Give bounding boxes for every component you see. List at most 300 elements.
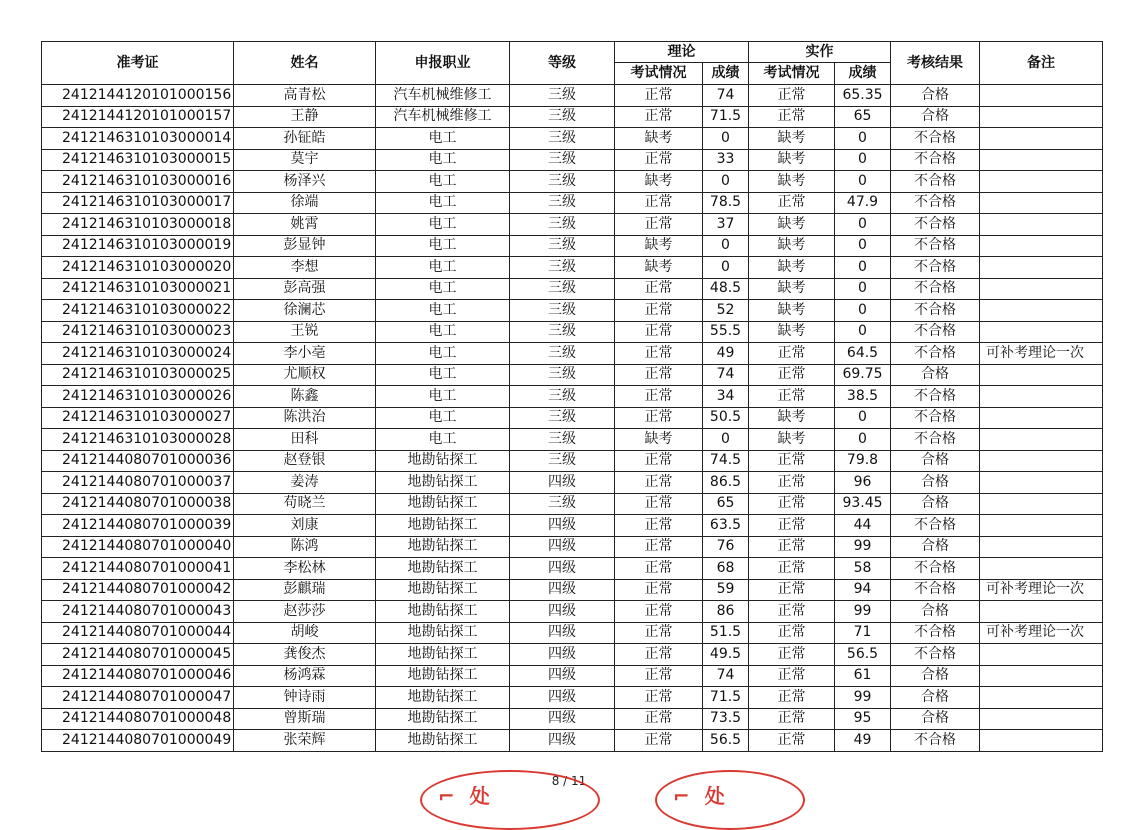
cell-practice-status: 正常 [749, 622, 835, 644]
cell-practice-status: 正常 [749, 515, 835, 537]
cell-zkz: 2412146310103000027 [42, 407, 234, 429]
cell-level: 四级 [510, 472, 615, 494]
cell-theory-status: 缺考 [615, 429, 703, 451]
cell-result: 合格 [891, 601, 980, 623]
cell-theory-score: 0 [703, 257, 749, 279]
cell-level: 三级 [510, 192, 615, 214]
cell-theory-status: 缺考 [615, 257, 703, 279]
cell-occupation: 地勘钻探工 [376, 644, 510, 666]
cell-result: 不合格 [891, 235, 980, 257]
cell-theory-score: 0 [703, 235, 749, 257]
cell-theory-status: 缺考 [615, 128, 703, 150]
cell-occupation: 地勘钻探工 [376, 450, 510, 472]
score-table [41, 41, 1103, 752]
cell-practice-score: 94 [835, 579, 891, 601]
cell-zkz: 2412146310103000015 [42, 149, 234, 171]
cell-theory-status: 正常 [615, 450, 703, 472]
cell-result: 不合格 [891, 386, 980, 408]
cell-name: 姜涛 [234, 472, 376, 494]
cell-name: 李松林 [234, 558, 376, 580]
cell-theory-score: 71.5 [703, 106, 749, 128]
cell-note: 可补考理论一次 [980, 343, 1103, 365]
cell-practice-score: 0 [835, 149, 891, 171]
cell-level: 四级 [510, 708, 615, 730]
cell-name: 陈鸿 [234, 536, 376, 558]
cell-theory-status: 正常 [615, 687, 703, 709]
cell-zkz: 2412146310103000025 [42, 364, 234, 386]
cell-occupation: 电工 [376, 192, 510, 214]
cell-level: 三级 [510, 407, 615, 429]
cell-theory-score: 0 [703, 171, 749, 193]
cell-name: 李想 [234, 257, 376, 279]
header-theory-score: 成绩 [703, 63, 749, 85]
table-row [42, 106, 1103, 128]
cell-practice-score: 0 [835, 128, 891, 150]
cell-result: 不合格 [891, 730, 980, 752]
cell-theory-score: 86 [703, 601, 749, 623]
cell-theory-score: 49 [703, 343, 749, 365]
cell-zkz: 2412144080701000047 [42, 687, 234, 709]
table-row [42, 601, 1103, 623]
cell-result: 不合格 [891, 300, 980, 322]
cell-zkz: 2412146310103000014 [42, 128, 234, 150]
cell-note [980, 171, 1103, 193]
cell-note [980, 450, 1103, 472]
cell-practice-status: 正常 [749, 665, 835, 687]
cell-name: 高青松 [234, 85, 376, 107]
cell-name: 曾斯瑞 [234, 708, 376, 730]
cell-practice-score: 44 [835, 515, 891, 537]
cell-zkz: 2412144080701000038 [42, 493, 234, 515]
cell-practice-score: 0 [835, 257, 891, 279]
official-seal-left: ⌐ 处 [420, 768, 600, 800]
cell-note [980, 472, 1103, 494]
cell-name: 杨鸿霖 [234, 665, 376, 687]
cell-theory-status: 正常 [615, 321, 703, 343]
cell-level: 四级 [510, 687, 615, 709]
cell-practice-status: 正常 [749, 579, 835, 601]
cell-practice-status: 缺考 [749, 321, 835, 343]
cell-theory-status: 正常 [615, 85, 703, 107]
cell-practice-status: 正常 [749, 601, 835, 623]
cell-level: 三级 [510, 429, 615, 451]
cell-theory-status: 正常 [615, 192, 703, 214]
cell-practice-score: 99 [835, 601, 891, 623]
header-note: 备注 [980, 42, 1103, 85]
cell-occupation: 电工 [376, 429, 510, 451]
cell-theory-status: 正常 [615, 665, 703, 687]
cell-result: 不合格 [891, 644, 980, 666]
cell-theory-score: 65 [703, 493, 749, 515]
cell-practice-status: 缺考 [749, 171, 835, 193]
cell-zkz: 2412144120101000156 [42, 85, 234, 107]
cell-theory-status: 正常 [615, 536, 703, 558]
cell-zkz: 2412146310103000022 [42, 300, 234, 322]
cell-result: 不合格 [891, 515, 980, 537]
cell-result: 合格 [891, 493, 980, 515]
cell-zkz: 2412146310103000023 [42, 321, 234, 343]
cell-zkz: 2412146310103000024 [42, 343, 234, 365]
cell-theory-status: 正常 [615, 106, 703, 128]
cell-result: 不合格 [891, 558, 980, 580]
table-row [42, 536, 1103, 558]
cell-level: 三级 [510, 214, 615, 236]
cell-zkz: 2412144080701000045 [42, 644, 234, 666]
cell-occupation: 电工 [376, 128, 510, 150]
cell-level: 四级 [510, 730, 615, 752]
cell-name: 刘康 [234, 515, 376, 537]
cell-theory-score: 33 [703, 149, 749, 171]
cell-name: 徐澜芯 [234, 300, 376, 322]
cell-level: 四级 [510, 579, 615, 601]
header-occupation: 申报职业 [376, 42, 510, 85]
cell-result: 合格 [891, 472, 980, 494]
cell-occupation: 电工 [376, 386, 510, 408]
cell-name: 龚俊杰 [234, 644, 376, 666]
cell-occupation: 电工 [376, 235, 510, 257]
table-row [42, 407, 1103, 429]
cell-level: 三级 [510, 278, 615, 300]
cell-occupation: 地勘钻探工 [376, 579, 510, 601]
cell-level: 三级 [510, 343, 615, 365]
cell-theory-score: 74 [703, 85, 749, 107]
cell-theory-score: 49.5 [703, 644, 749, 666]
cell-level: 三级 [510, 257, 615, 279]
cell-occupation: 电工 [376, 171, 510, 193]
cell-level: 三级 [510, 386, 615, 408]
cell-theory-status: 正常 [615, 730, 703, 752]
cell-practice-score: 99 [835, 536, 891, 558]
cell-note [980, 730, 1103, 752]
official-seal-right: ⌐ 处 [655, 768, 805, 800]
cell-name: 王静 [234, 106, 376, 128]
cell-level: 三级 [510, 106, 615, 128]
cell-practice-score: 49 [835, 730, 891, 752]
cell-name: 钟诗雨 [234, 687, 376, 709]
header-practice-score: 成绩 [835, 63, 891, 85]
cell-name: 王锐 [234, 321, 376, 343]
cell-name: 杨泽兴 [234, 171, 376, 193]
cell-level: 三级 [510, 235, 615, 257]
cell-practice-status: 缺考 [749, 235, 835, 257]
cell-zkz: 2412144080701000043 [42, 601, 234, 623]
cell-note [980, 235, 1103, 257]
cell-theory-status: 正常 [615, 300, 703, 322]
cell-result: 合格 [891, 364, 980, 386]
cell-occupation: 电工 [376, 149, 510, 171]
cell-note [980, 257, 1103, 279]
table-row [42, 192, 1103, 214]
header-level: 等级 [510, 42, 615, 85]
cell-theory-score: 55.5 [703, 321, 749, 343]
cell-zkz: 2412144080701000040 [42, 536, 234, 558]
cell-theory-score: 74 [703, 364, 749, 386]
cell-theory-score: 71.5 [703, 687, 749, 709]
cell-zkz: 2412146310103000017 [42, 192, 234, 214]
cell-occupation: 地勘钻探工 [376, 730, 510, 752]
cell-practice-status: 正常 [749, 493, 835, 515]
cell-occupation: 地勘钻探工 [376, 493, 510, 515]
cell-result: 合格 [891, 85, 980, 107]
cell-result: 不合格 [891, 257, 980, 279]
table-row [42, 493, 1103, 515]
cell-practice-status: 正常 [749, 450, 835, 472]
cell-note [980, 149, 1103, 171]
cell-occupation: 电工 [376, 321, 510, 343]
table-row [42, 214, 1103, 236]
cell-note: 可补考理论一次 [980, 622, 1103, 644]
cell-zkz: 2412146310103000018 [42, 214, 234, 236]
cell-level: 三级 [510, 364, 615, 386]
cell-zkz: 2412144120101000157 [42, 106, 234, 128]
cell-theory-score: 59 [703, 579, 749, 601]
cell-practice-status: 正常 [749, 85, 835, 107]
cell-zkz: 2412144080701000049 [42, 730, 234, 752]
cell-occupation: 地勘钻探工 [376, 472, 510, 494]
cell-note [980, 601, 1103, 623]
cell-practice-score: 0 [835, 407, 891, 429]
cell-level: 四级 [510, 558, 615, 580]
cell-occupation: 电工 [376, 257, 510, 279]
cell-name: 尤顺权 [234, 364, 376, 386]
cell-theory-status: 正常 [615, 601, 703, 623]
cell-practice-score: 64.5 [835, 343, 891, 365]
cell-name: 姚霄 [234, 214, 376, 236]
cell-theory-score: 34 [703, 386, 749, 408]
cell-zkz: 2412144080701000041 [42, 558, 234, 580]
cell-result: 不合格 [891, 214, 980, 236]
cell-result: 不合格 [891, 622, 980, 644]
cell-level: 四级 [510, 601, 615, 623]
cell-level: 三级 [510, 493, 615, 515]
cell-level: 三级 [510, 149, 615, 171]
cell-note [980, 214, 1103, 236]
cell-practice-status: 正常 [749, 343, 835, 365]
cell-note [980, 85, 1103, 107]
cell-practice-score: 79.8 [835, 450, 891, 472]
cell-zkz: 2412146310103000019 [42, 235, 234, 257]
cell-occupation: 汽车机械维修工 [376, 85, 510, 107]
cell-practice-status: 缺考 [749, 300, 835, 322]
cell-result: 不合格 [891, 407, 980, 429]
cell-theory-score: 52 [703, 300, 749, 322]
cell-result: 合格 [891, 665, 980, 687]
cell-note [980, 515, 1103, 537]
cell-practice-score: 0 [835, 321, 891, 343]
cell-practice-status: 正常 [749, 536, 835, 558]
cell-practice-status: 缺考 [749, 257, 835, 279]
cell-practice-score: 58 [835, 558, 891, 580]
cell-name: 胡峻 [234, 622, 376, 644]
cell-name: 赵登银 [234, 450, 376, 472]
page-number: 8 / 11 [551, 774, 587, 788]
table-row [42, 364, 1103, 386]
cell-note [980, 644, 1103, 666]
table-row [42, 665, 1103, 687]
cell-practice-status: 缺考 [749, 214, 835, 236]
cell-note [980, 429, 1103, 451]
cell-theory-status: 正常 [615, 708, 703, 730]
cell-zkz: 2412144080701000037 [42, 472, 234, 494]
cell-practice-status: 正常 [749, 708, 835, 730]
cell-theory-score: 0 [703, 429, 749, 451]
cell-result: 不合格 [891, 278, 980, 300]
cell-note [980, 192, 1103, 214]
cell-level: 三级 [510, 450, 615, 472]
cell-theory-status: 正常 [615, 343, 703, 365]
table-row [42, 343, 1103, 365]
header-zkz: 准考证 [42, 42, 234, 85]
table-row [42, 622, 1103, 644]
cell-practice-score: 0 [835, 235, 891, 257]
cell-occupation: 地勘钻探工 [376, 687, 510, 709]
cell-level: 四级 [510, 665, 615, 687]
cell-result: 合格 [891, 450, 980, 472]
cell-level: 四级 [510, 644, 615, 666]
table-row [42, 472, 1103, 494]
cell-practice-score: 95 [835, 708, 891, 730]
cell-level: 三级 [510, 85, 615, 107]
cell-practice-status: 正常 [749, 192, 835, 214]
cell-theory-score: 56.5 [703, 730, 749, 752]
cell-zkz: 2412146310103000028 [42, 429, 234, 451]
cell-theory-status: 正常 [615, 214, 703, 236]
cell-practice-score: 56.5 [835, 644, 891, 666]
cell-zkz: 2412146310103000026 [42, 386, 234, 408]
cell-name: 莫宇 [234, 149, 376, 171]
cell-note [980, 278, 1103, 300]
header-theory-status: 考试情况 [615, 63, 703, 85]
cell-practice-score: 0 [835, 429, 891, 451]
cell-level: 四级 [510, 622, 615, 644]
cell-note [980, 128, 1103, 150]
cell-practice-status: 正常 [749, 386, 835, 408]
cell-note [980, 493, 1103, 515]
cell-zkz: 2412144080701000046 [42, 665, 234, 687]
cell-theory-score: 73.5 [703, 708, 749, 730]
cell-level: 四级 [510, 536, 615, 558]
cell-zkz: 2412144080701000039 [42, 515, 234, 537]
cell-zkz: 2412144080701000042 [42, 579, 234, 601]
cell-name: 赵莎莎 [234, 601, 376, 623]
cell-practice-score: 47.9 [835, 192, 891, 214]
cell-name: 徐端 [234, 192, 376, 214]
cell-occupation: 地勘钻探工 [376, 665, 510, 687]
cell-occupation: 电工 [376, 300, 510, 322]
cell-result: 不合格 [891, 171, 980, 193]
table-row [42, 128, 1103, 150]
header-name: 姓名 [234, 42, 376, 85]
cell-theory-score: 68 [703, 558, 749, 580]
cell-note [980, 536, 1103, 558]
cell-name: 彭显钟 [234, 235, 376, 257]
cell-theory-score: 74 [703, 665, 749, 687]
table-row [42, 321, 1103, 343]
cell-practice-score: 0 [835, 171, 891, 193]
cell-theory-score: 86.5 [703, 472, 749, 494]
table-row [42, 450, 1103, 472]
cell-level: 三级 [510, 300, 615, 322]
cell-theory-status: 正常 [615, 407, 703, 429]
cell-theory-score: 74.5 [703, 450, 749, 472]
table-row [42, 579, 1103, 601]
cell-theory-status: 正常 [615, 622, 703, 644]
table-header [42, 42, 1103, 85]
cell-practice-score: 0 [835, 214, 891, 236]
cell-practice-score: 96 [835, 472, 891, 494]
table-row [42, 708, 1103, 730]
table-row [42, 300, 1103, 322]
cell-practice-status: 缺考 [749, 407, 835, 429]
cell-note [980, 558, 1103, 580]
cell-practice-score: 69.75 [835, 364, 891, 386]
cell-occupation: 地勘钻探工 [376, 515, 510, 537]
cell-practice-score: 0 [835, 278, 891, 300]
cell-result: 不合格 [891, 579, 980, 601]
cell-zkz: 2412144080701000048 [42, 708, 234, 730]
cell-level: 三级 [510, 321, 615, 343]
cell-note [980, 665, 1103, 687]
cell-practice-score: 71 [835, 622, 891, 644]
table-row [42, 558, 1103, 580]
table-row [42, 687, 1103, 709]
cell-theory-score: 0 [703, 128, 749, 150]
cell-occupation: 电工 [376, 214, 510, 236]
cell-practice-score: 38.5 [835, 386, 891, 408]
table-row [42, 644, 1103, 666]
table-body [42, 85, 1103, 752]
header-practice: 实作 [749, 42, 891, 63]
cell-note [980, 106, 1103, 128]
cell-practice-status: 正常 [749, 687, 835, 709]
table-row [42, 235, 1103, 257]
cell-theory-status: 正常 [615, 472, 703, 494]
cell-name: 彭麒瑞 [234, 579, 376, 601]
cell-practice-status: 正常 [749, 730, 835, 752]
cell-theory-score: 37 [703, 214, 749, 236]
cell-occupation: 地勘钻探工 [376, 536, 510, 558]
cell-result: 不合格 [891, 343, 980, 365]
cell-occupation: 地勘钻探工 [376, 601, 510, 623]
header-theory: 理论 [615, 42, 749, 63]
cell-theory-score: 50.5 [703, 407, 749, 429]
cell-result: 合格 [891, 106, 980, 128]
cell-note: 可补考理论一次 [980, 579, 1103, 601]
table-row [42, 386, 1103, 408]
cell-note [980, 300, 1103, 322]
cell-zkz: 2412146310103000020 [42, 257, 234, 279]
cell-practice-status: 缺考 [749, 128, 835, 150]
table-row [42, 171, 1103, 193]
cell-theory-status: 正常 [615, 579, 703, 601]
cell-note [980, 407, 1103, 429]
cell-name: 彭高强 [234, 278, 376, 300]
cell-result: 合格 [891, 536, 980, 558]
cell-practice-score: 93.45 [835, 493, 891, 515]
cell-theory-status: 正常 [615, 644, 703, 666]
cell-name: 李小亳 [234, 343, 376, 365]
cell-occupation: 地勘钻探工 [376, 558, 510, 580]
header-result: 考核结果 [891, 42, 980, 85]
cell-name: 陈洪治 [234, 407, 376, 429]
cell-result: 合格 [891, 687, 980, 709]
cell-practice-status: 正常 [749, 106, 835, 128]
cell-note [980, 386, 1103, 408]
cell-occupation: 地勘钻探工 [376, 622, 510, 644]
table-row [42, 257, 1103, 279]
cell-name: 陈鑫 [234, 386, 376, 408]
table-row [42, 278, 1103, 300]
